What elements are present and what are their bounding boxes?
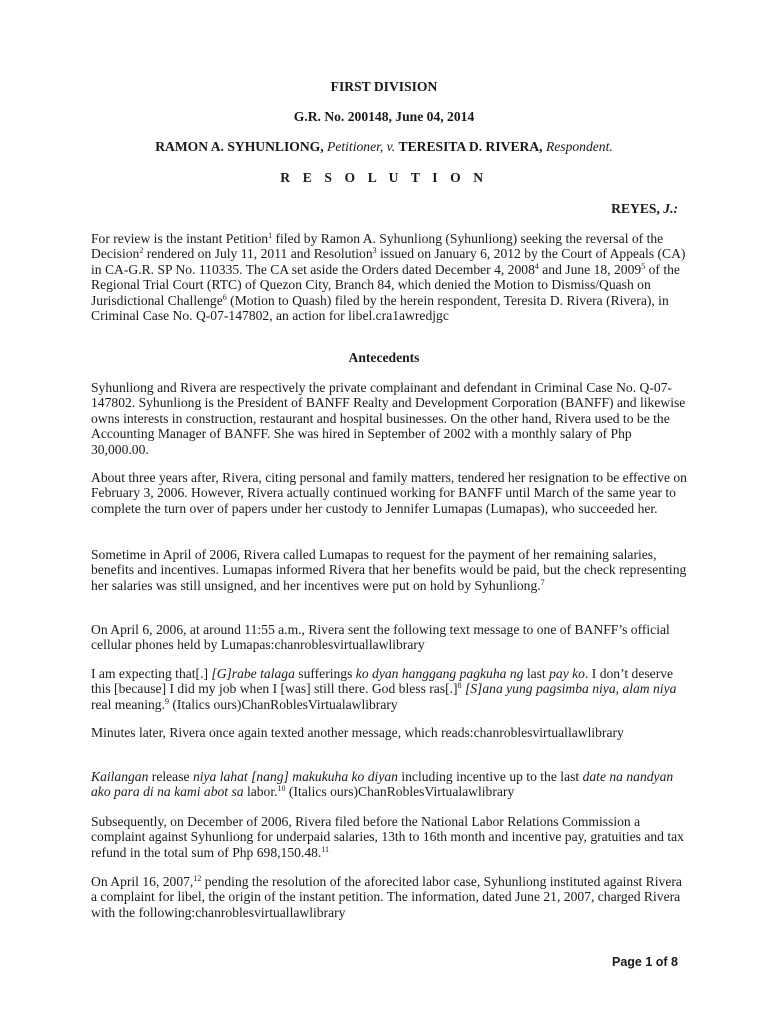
paragraph-request	[91, 547, 691, 593]
paragraph-text-message: On April 6, 2006, at around 11:55 a.m., Rivera sent the following text message to one of BANFF’s official cellular phones held by Lumapas:chanroblesvirtuallawlibrary	[91, 622, 670, 653]
intro-paragraph	[91, 231, 691, 323]
msg-italic: Kailangan	[91, 769, 149, 784]
paragraph-second-message: Minutes later, Rivera once again texted another message, which reads:chanroblesvirtuallawlibrary	[91, 725, 624, 740]
paragraph-parties: Syhunliong and Rivera are respectively the private complainant and defendant in Criminal Case No. Q-07-147802. Syhunliong is the President of BANFF Realty and Development Corporation (BANFF) and likewise owns interests in construction, restaurant and hospital businesses. On the other hand, Rivera used to be the Accounting Manager of BANFF. She was hired in September of 2002 with a monthly salary of Php 30,000.00.	[91, 380, 686, 457]
paragraph-text: Sometime in April of 2006, Rivera called Lumapas to request for the payment of her remaining salaries, benefits and incentives. Lumapas informed Rivera that her benefits would be paid, but the check representing her salaries was still unsigned, and her incentives were put on hold by Syhunliong.	[91, 547, 687, 593]
paragraph-libel-complaint	[91, 874, 691, 920]
msg-text: . I don’t deserve this [because] I did my job when I [was] still there. God bless ras[.]	[91, 666, 674, 697]
respondent-role: Respondent.	[545, 139, 613, 154]
paragraph-text: On April 16, 2007,	[91, 874, 194, 889]
msg-text: I am expecting that[.]	[91, 666, 212, 681]
msg-italic: [G]rabe talaga	[211, 666, 295, 681]
footnote-ref[interactable]: 7	[540, 577, 545, 587]
footnote-ref[interactable]: 11	[321, 844, 330, 854]
intro-text: rendered on July 11, 2011 and Resolution	[143, 246, 373, 262]
footnote-ref[interactable]: 12	[193, 874, 202, 883]
quoted-message-2	[91, 769, 691, 800]
intro-text: filed by Ramon A. Syhunliong (Syhunliong) seeking the reversal of the Decision	[91, 231, 664, 262]
msg-italic: ko dyan hanggang pagkuha ng	[355, 666, 524, 681]
footnote-ref[interactable]: 8	[457, 681, 462, 691]
ponente-name: REYES,	[611, 201, 660, 216]
footnote-ref[interactable]: 5	[641, 261, 646, 271]
footnote-ref[interactable]: 1	[268, 231, 273, 240]
intro-text: (Motion to Quash) filed by the herein respondent, Teresita D. Rivera (Rivera), in Criminal Case No. Q-07-147802, an action for libel.cra1awredjgc	[91, 292, 669, 324]
footnote-ref[interactable]: 6	[222, 292, 227, 302]
paragraph-text: pending the resolution of the aforecited labor case, Syhunliong instituted against Rivera a complaint for libel, the origin of the instant petition. The information, dated June 21, 2007, charged Rivera with the following:chanroblesvirtuallawlibrary	[91, 874, 682, 920]
msg-text: labor.	[243, 784, 278, 800]
footnote-ref[interactable]: 4	[534, 261, 539, 271]
msg-text: sufferings	[294, 666, 356, 681]
msg-text: release	[148, 769, 193, 784]
petitioner-role: Petitioner, v.	[327, 139, 396, 154]
msg-italic: pay ko	[549, 666, 585, 681]
ponente-suffix: J.:	[663, 201, 678, 216]
document-title: R E S O L U T I O N	[280, 170, 488, 185]
case-number: G.R. No. 200148, June 04, 2014	[293, 109, 475, 124]
paragraph-text: Subsequently, on December of 2006, Rivera filed before the National Labor Relations Commission a complaint against Syhunliong for underpaid salaries, 13th to 16th month and incentive pay, gratuities and tax refund in the total sum of Php 698,150.48.	[91, 814, 684, 860]
footnote-ref[interactable]: 3	[372, 246, 377, 256]
division-heading: FIRST DIVISION	[330, 79, 438, 94]
intro-text: of the Regional Trial Court (RTC) of Quezon City, Branch 84, which denied the Motion to Dismiss/Quash on Jurisdictional Challenge	[91, 261, 680, 308]
msg-italic: date na nandyan ako para di na kami abot sa	[91, 769, 674, 800]
quoted-message-1	[91, 666, 691, 712]
petitioner-name: RAMON A. SYHUNLIONG,	[155, 139, 324, 154]
antecedents-heading: Antecedents	[348, 350, 420, 365]
case-parties	[0, 139, 768, 154]
ponente	[611, 201, 678, 216]
msg-italic: [S]ana yung pagsimba niya, alam niya	[464, 681, 677, 697]
msg-text: real meaning.	[91, 696, 165, 712]
msg-text: (Italics ours)ChanRoblesVirtualawlibrary	[285, 784, 515, 800]
msg-italic: niya lahat [nang] makukuha ko diyan	[192, 769, 398, 784]
intro-text: issued on January 6, 2012 by the Court of Appeals (CA) in CA-G.R. SP No. 110335. The CA set aside the Orders dated December 4, 2008	[91, 246, 686, 277]
msg-text: last	[523, 666, 550, 681]
footnote-ref[interactable]: 10	[277, 784, 286, 794]
msg-text: including incentive up to the last	[397, 769, 583, 784]
page-number: Page 1 of 8	[612, 955, 678, 969]
intro-text: For review is the instant Petition	[91, 231, 269, 246]
footnote-ref[interactable]: 2	[139, 246, 144, 256]
paragraph-nlrc-complaint	[91, 814, 691, 860]
intro-text: and June 18, 2009	[538, 261, 642, 277]
respondent-name: TERESITA D. RIVERA,	[398, 139, 543, 154]
msg-text: (Italics ours)ChanRoblesVirtualawlibrary	[168, 696, 398, 712]
footnote-ref[interactable]: 9	[164, 696, 169, 706]
paragraph-resignation: About three years after, Rivera, citing personal and family matters, tendered her resignation to be effective on February 3, 2006. However, Rivera actually continued working for BANFF until March of the same year to complete the turn over of papers under her custody to Jennifer Lumapas (Lumapas), who succeeded her.	[91, 470, 687, 516]
